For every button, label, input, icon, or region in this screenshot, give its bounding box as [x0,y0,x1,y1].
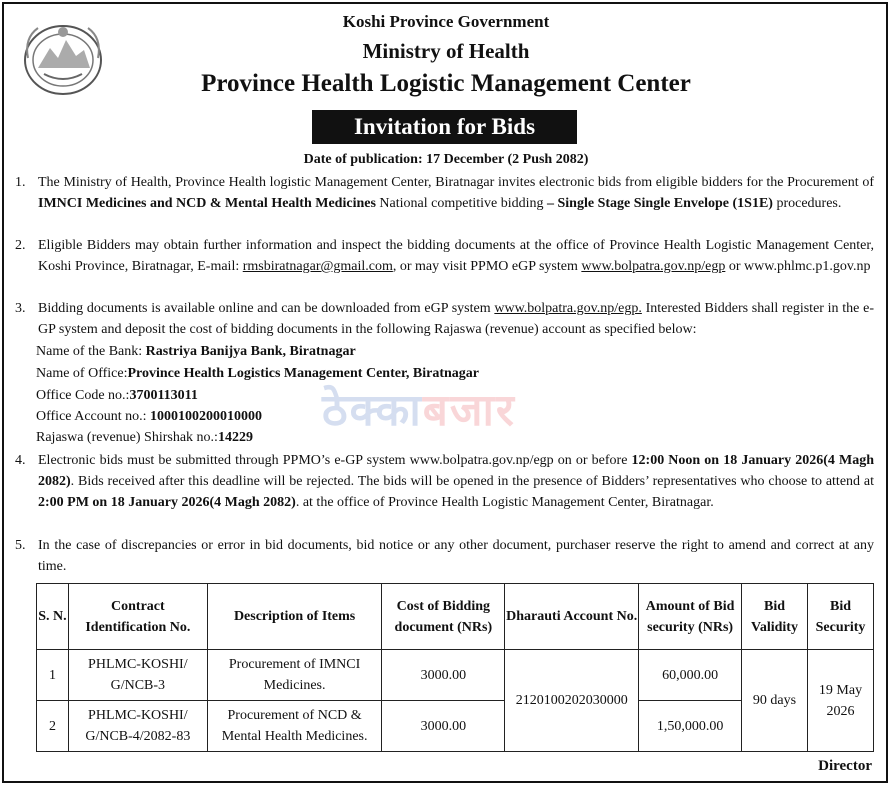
bank-name: Name of the Bank: Rastriya Banijya Bank, Biratnagar [36,344,356,359]
watermark-part2: बजार [422,385,516,436]
para-number: 4. [15,453,26,468]
email-link[interactable]: rmsbiratnagar@gmail.com [242,259,393,274]
cell-cost: 3000.00 [382,650,505,701]
publication-date: Date of publication: 17 December (2 Push 2082) [303,152,589,167]
cell-sn: 1 [37,650,69,701]
col-header: Contract Identification No. [68,584,207,650]
paragraph-5: In the case of discrepancies or error in bid documents, bid notice or any other document, purchaser reserve the right to amend and correct at any time. [38,538,874,574]
office-name: Name of Office:Province Health Logistics Management Center, Biratnagar [36,366,479,381]
para-text: or www.phlmc.p1.gov.np [725,259,871,274]
para-number: 5. [15,538,26,553]
ministry-name: Ministry of Health [362,39,530,63]
center-name: Province Health Logistic Management Center [201,70,691,97]
revenue-shirshak: Rajaswa (revenue) Shirshak no.:14229 [36,430,253,445]
watermark [322,378,516,438]
paragraph-1 [38,172,874,214]
paragraph-3 [38,298,874,340]
para-text: procedures. [772,196,842,211]
paragraph-2 [38,235,874,277]
para-bold: 12:00 Noon on 18 January 2026(4 Magh 2082) [38,453,874,489]
cell-bid-security-date: 19 May 2026 [807,650,873,752]
cell-bid-validity: 90 days [742,650,808,752]
egp-link[interactable]: www.bolpatra.gov.np/egp. [494,301,642,316]
col-header: S. N. [37,584,69,650]
para-bold: – Single Stage Single Envelope (1S1E) [547,196,773,211]
cell-bid-security-amount: 60,000.00 [639,650,742,701]
para-text: Eligible Bidders may obtain further information and inspect the bidding documents at the office of Province Health Logistic Management Center, Koshi Province, Biratnagar, E-mail: [38,238,874,274]
para-bold: 2:00 PM on 18 January 2026(4 Magh 2082) [38,495,296,510]
para-text: , or may visit PPMO eGP system [392,259,582,274]
para-text: Interested Bidders shall register in the e-GP system and deposit the cost of bidding documents in the following Rajaswa (revenue) account as specified below: [38,301,874,337]
signature-director: Director [818,758,872,774]
col-header: Bid Security [807,584,873,650]
para-text: . Bids received after this deadline will be rejected. The bids will be opened in the presence of Bidders’ representatives who choose to attend at [70,474,874,489]
table-row [37,650,874,701]
col-header: Bid Validity [742,584,808,650]
cell-sn: 2 [37,701,69,752]
para-number: 2. [15,238,26,253]
para-text: National competitive bidding [375,196,547,211]
table-header-row [37,584,874,650]
cell-contract: PHLMC-KOSHI/ G/NCB-3 [68,650,207,701]
para-text: Electronic bids must be submitted through PPMO’s e-GP system www.bolpatra.gov.np/egp on or before [38,453,632,468]
cell-cost: 3000.00 [382,701,505,752]
office-account: Office Account no.: 1000100200010000 [36,409,263,424]
cell-dharauti-account: 2120100202030000 [505,650,639,752]
col-header: Description of Items [207,584,382,650]
col-header: Cost of Bidding document (NRs) [382,584,505,650]
office-code: Office Code no.:3700113011 [36,388,198,403]
cell-description: Procurement of NCD & Mental Health Medicines. [207,701,382,752]
para-text: The Ministry of Health, Province Health logistic Management Center, Biratnagar invites electronic bids from eligible bidders for the Procurement of [38,175,874,190]
para-number: 3. [15,301,26,316]
para-number: 1. [15,175,26,190]
cell-description: Procurement of IMNCI Medicines. [207,650,382,701]
paragraph-4 [38,450,874,513]
cell-bid-security-amount: 1,50,000.00 [639,701,742,752]
para-bold: IMNCI Medicines and NCD & Mental Health Medicines [38,196,376,211]
invitation-banner: Invitation for Bids [312,110,577,144]
para-text: Bidding documents is available online and can be downloaded from eGP system [38,301,495,316]
watermark-part1: ठेक्का [322,385,423,436]
bid-table [36,583,874,752]
para-text: . at the office of Province Health Logistic Management Center, Biratnagar. [295,495,714,510]
egp-link[interactable]: www.bolpatra.gov.np/egp [581,259,726,274]
government-name: Koshi Province Government [342,12,550,31]
col-header: Dharauti Account No. [505,584,639,650]
cell-contract: PHLMC-KOSHI/ G/NCB-4/2082-83 [68,701,207,752]
col-header: Amount of Bid security (NRs) [639,584,742,650]
